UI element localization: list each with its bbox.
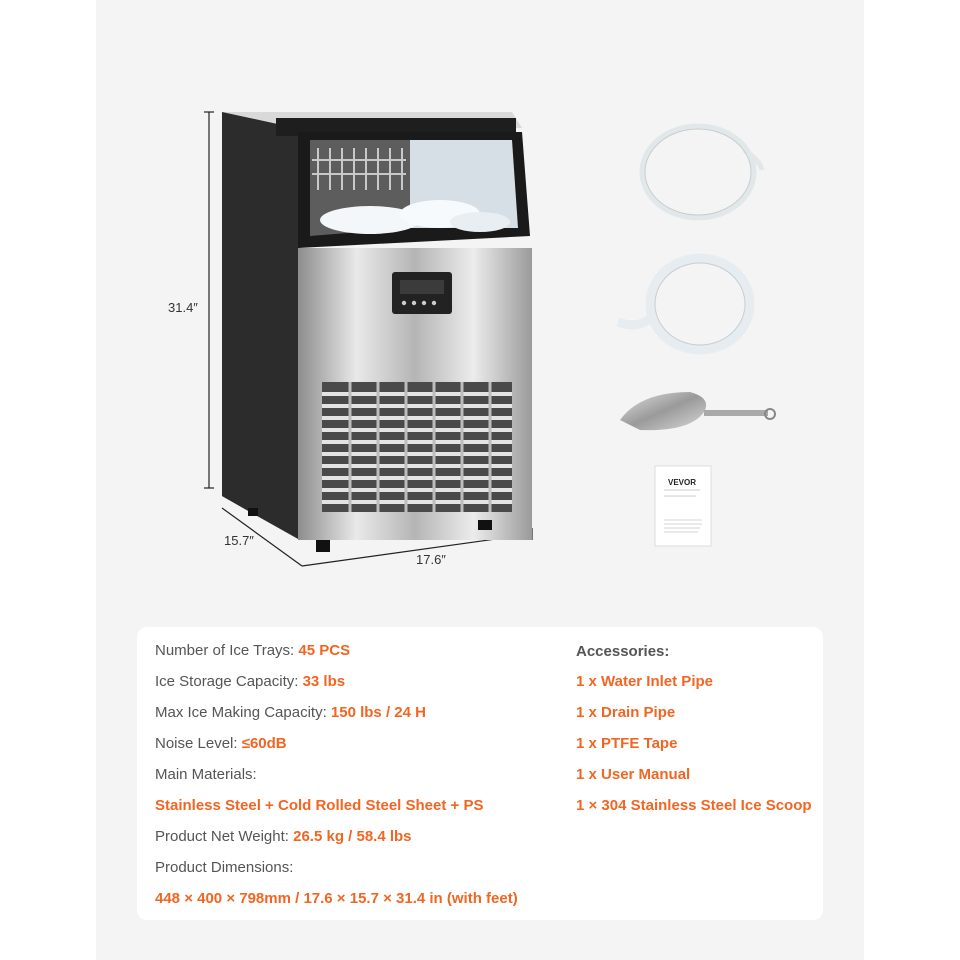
user-manual-image bbox=[655, 466, 711, 546]
spec-main-materials-value: Stainless Steel + Cold Rolled Steel Sheet + PS bbox=[155, 797, 484, 814]
spec-net-weight: Product Net Weight: 26.5 kg / 58.4 lbs bbox=[155, 828, 412, 845]
accessory-item: 1 x PTFE Tape bbox=[576, 735, 678, 752]
water-inlet-pipe-image bbox=[642, 126, 762, 218]
spec-ice-trays: Number of Ice Trays: 45 PCS bbox=[155, 642, 351, 659]
accessory-item: 1 x Water Inlet Pipe bbox=[576, 673, 713, 690]
spec-dimensions-label: Product Dimensions: bbox=[155, 859, 294, 876]
spec-main-materials-label: Main Materials: bbox=[155, 766, 257, 783]
depth-dimension: 15.7″ bbox=[224, 533, 254, 548]
width-dimension: 17.6″ bbox=[416, 552, 446, 567]
accessory-item: 1 x User Manual bbox=[576, 766, 691, 783]
height-dimension: 31.4″ bbox=[168, 300, 198, 315]
spec-dimensions-value: 448 × 400 × 798mm / 17.6 × 15.7 × 31.4 in (with feet) bbox=[155, 890, 518, 907]
accessory-item: 1 x Drain Pipe bbox=[576, 704, 676, 721]
ice-scoop-image bbox=[620, 392, 775, 430]
ice-maker-machine bbox=[222, 112, 532, 552]
spec-making-capacity: Max Ice Making Capacity: 150 lbs / 24 H bbox=[155, 704, 426, 721]
spec-storage-capacity: Ice Storage Capacity: 33 lbs bbox=[155, 673, 346, 690]
accessory-item: 1 × 304 Stainless Steel Ice Scoop bbox=[576, 797, 812, 814]
drain-pipe-image bbox=[618, 258, 750, 350]
accessories-heading: Accessories: bbox=[576, 643, 670, 660]
spec-noise-level: Noise Level: ≤60dB bbox=[155, 735, 287, 752]
manual-brand: VEVOR bbox=[668, 478, 697, 487]
